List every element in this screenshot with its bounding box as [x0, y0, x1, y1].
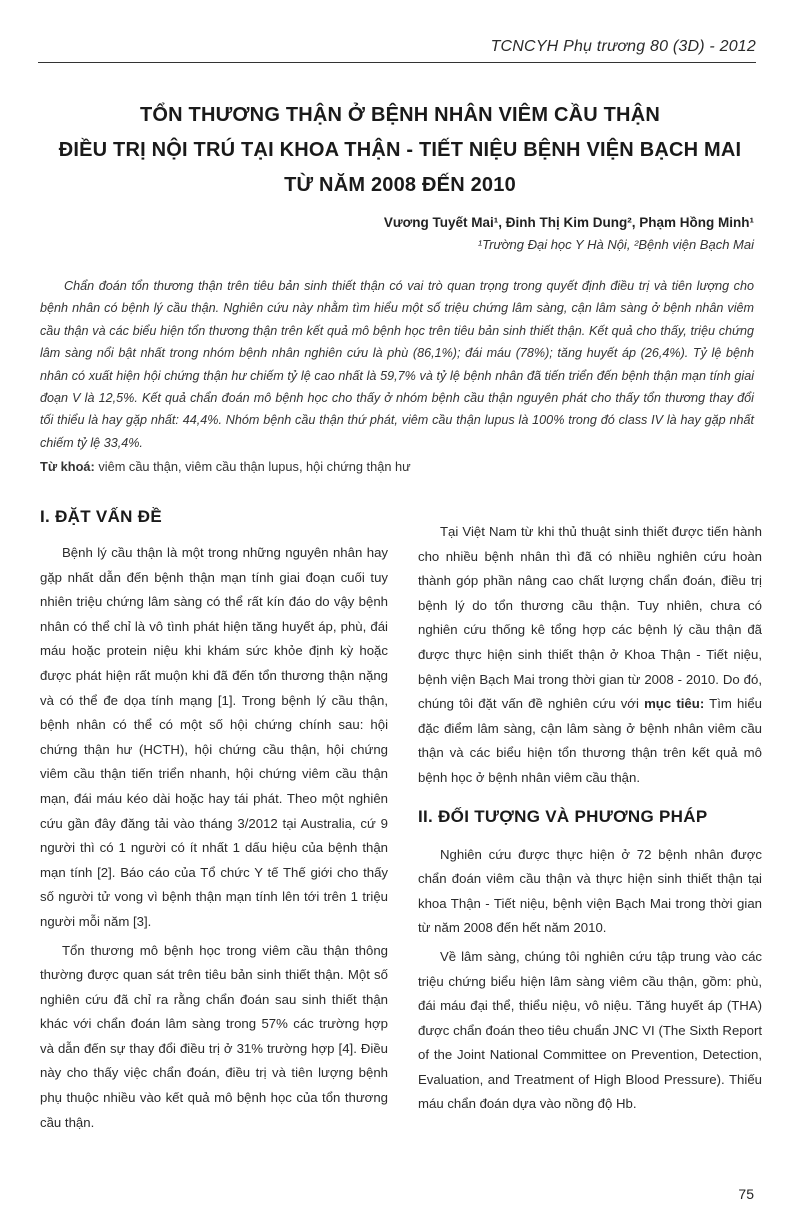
author-list: Vương Tuyết Mai¹, Đinh Thị Kim Dung², Phạm Hồng Minh¹: [383, 215, 754, 230]
header-rule: [38, 62, 756, 63]
keywords-list: viêm cầu thận, viêm cầu thận lupus, hội chứng thận hư: [98, 459, 411, 474]
journal-header: TCNCYH Phụ trương 80 (3D) - 2012: [490, 38, 756, 55]
keywords: [40, 459, 754, 474]
objective-label: mục tiêu:: [644, 696, 705, 712]
keywords-label: Từ khoá:: [40, 459, 95, 474]
paragraph-3-end: Tìm hiểu đặc điểm lâm sàng, cận lâm sàng ở bệnh nhân viêm cầu thận và các biểu hiện tổn thương thận trên kết quả mô bệnh học ở bệnh nhân viêm cầu thận.: [418, 696, 762, 785]
paragraph-3-start: Tại Việt Nam từ khi thủ thuật sinh thiết được tiến hành cho nhiều bệnh nhân thì đã có nhiều nghiên cứu hoàn thành góp phần nâng cao chất lượng chẩn đoán, điều trị bệnh lý do tổn thương cầu thận. Tuy nhiên, chưa có nghiên cứu thống kê tổng hợp các bệnh lý cầu thận đã được thực hiện sinh thiết thận ở Khoa Thận - Tiết niệu, bệnh viện Bạch Mai trong thời gian từ 2008 - 2010. Do đó, chúng tôi đặt vấn đề nghiên cứu với: [418, 524, 762, 712]
left-column: [40, 505, 388, 1139]
section-1-paragraph-2: Tổn thương mô bệnh học trong viêm cầu thận thông thường được quan sát trên tiêu bản sinh thiết thận. Một số nghiên cứu đã chỉ ra rằng chẩn đoán sau sinh thiết thận khác với chẩn đoán lâm sàng trong 57% các trường hợp và dẫn đến sự thay đổi điều trị ở 31% trường hợp [4]. Điều này cho thấy việc chẩn đoán, điều trị và tiên lượng bệnh phụ thuộc nhiều vào kết quả mô bệnh học của tổn thương cầu thận.: [40, 942, 388, 1130]
title-line-3: TỪ NĂM 2008 ĐẾN 2010: [284, 174, 516, 196]
section-2-paragraph-2: Về lâm sàng, chúng tôi nghiên cứu tập trung vào các triệu chứng biểu hiện lâm sàng viêm cầu thận, gồm: phù, đái máu đại thể, thiểu niệu, vô niệu. Tăng huyết áp (THA) được chẩn đoán theo tiêu chuẩn JNC VI (The Sixth Report of the Joint National Committee on Prevention, Detection, Evaluation, and Treatment of High Blood Pressure). Thiếu máu chẩn đoán dựa vào nồng độ Hb.: [418, 948, 762, 1112]
right-column: [418, 520, 762, 1121]
article-title: [40, 98, 760, 203]
title-line-1: TỔN THƯƠNG THẬN Ở BỆNH NHÂN VIÊM CẦU THẬN: [139, 104, 660, 126]
abstract: Chẩn đoán tổn thương thận trên tiêu bản sinh thiết thận có vai trò quan trọng trong quyết định điều trị và tiên lượng cho bệnh nhân có bệnh lý cầu thận. Nghiên cứu này nhằm tìm hiểu một số triệu chứng lâm sàng, cận lâm sàng ở bệnh nhân viêm cầu thận và các biểu hiện tổn thương thận trên kết quả mô bệnh học trên tiêu bản sinh thiết thận. Kết quả cho thấy, triệu chứng lâm sàng nổi bật nhất trong nhóm bệnh nhân nghiên cứu là phù (86,1%); đái máu (78%); tăng huyết áp (26,4%). Tỷ lệ bệnh nhân có xuất hiện hội chứng thận hư chiếm tỷ lệ cao nhất là 59,7% và tỷ lệ bệnh nhân đã tiến triển đến bệnh thận mạn tính giai đoạn V là 12,5%. Kết quả chẩn đoán mô bệnh học cho thấy ở nhóm bệnh cầu thận nguyên phát cho thấy tổn thương thay đổi tối thiểu là hay gặp nhất: 44,4%. Nhóm bệnh cầu thận thứ phát, viêm cầu thận lupus là 100% trong đó class IV là hay gặp nhất chiếm tỷ lệ 33,4%.: [40, 279, 754, 450]
page-number: 75: [738, 1186, 754, 1202]
title-line-2: ĐIỀU TRỊ NỘI TRÚ TẠI KHOA THẬN - TIẾT NIỆU BỆNH VIỆN BẠCH MAI: [58, 139, 742, 161]
section-1-paragraph-3: [418, 520, 762, 791]
section-2-heading: II. ĐỐI TƯỢNG VÀ PHƯƠNG PHÁP: [418, 806, 708, 826]
section-1-paragraph-1: Bệnh lý cầu thận là một trong những nguyên nhân hay gặp nhất dẫn đến bệnh thận mạn tính giai đoạn cuối tuy nhiên triệu chứng lâm sàng có thể rất kín đáo do vậy bệnh nhân có thể chỉ là vô tình phát hiện tăng huyết áp, phù, đái máu hoặc protein niệu khi khám sức khỏe định kỳ hoặc được phát hiện rất muộn khi đã đến tổn thương thận nặng và có thể đe dọa tính mạng [1]. Trong bệnh lý cầu thận, bệnh nhân có thể có một số hội chứng chính sau: hội chứng thận hư (HCTH), hội chứng cầu thận, hội chứng viêm cầu thận tiến triển nhanh, hội chứng viêm cầu thận mạn, đái máu kéo dài hoặc hay tái phát. Theo một nghiên cứu gần đây đăng tải vào tháng 3/2012 tại Australia, cứ 9 người thì có 1 người có ít nhất 1 dấu hiệu của bệnh thận mạn tính [2]. Báo cáo của Tổ chức Y tế Thế giới cho thấy số người tử vong vì bệnh thận mạn tính lên tới trên 1 triệu người mỗi năm [3].: [40, 545, 388, 929]
section-1-heading: I. ĐẶT VẤN ĐỀ: [40, 507, 162, 526]
section-2-paragraph-1: Nghiên cứu được thực hiện ở 72 bệnh nhân được chẩn đoán viêm cầu thận và thực hiện sinh thiết thận tại khoa Thận - Tiết niệu, bệnh viện Bạch Mai trong thời gian từ năm 2008 đến hết năm 2010.: [418, 846, 762, 936]
author-affiliation: ¹Trường Đại học Y Hà Nội, ²Bệnh viện Bạch Mai: [477, 237, 754, 252]
